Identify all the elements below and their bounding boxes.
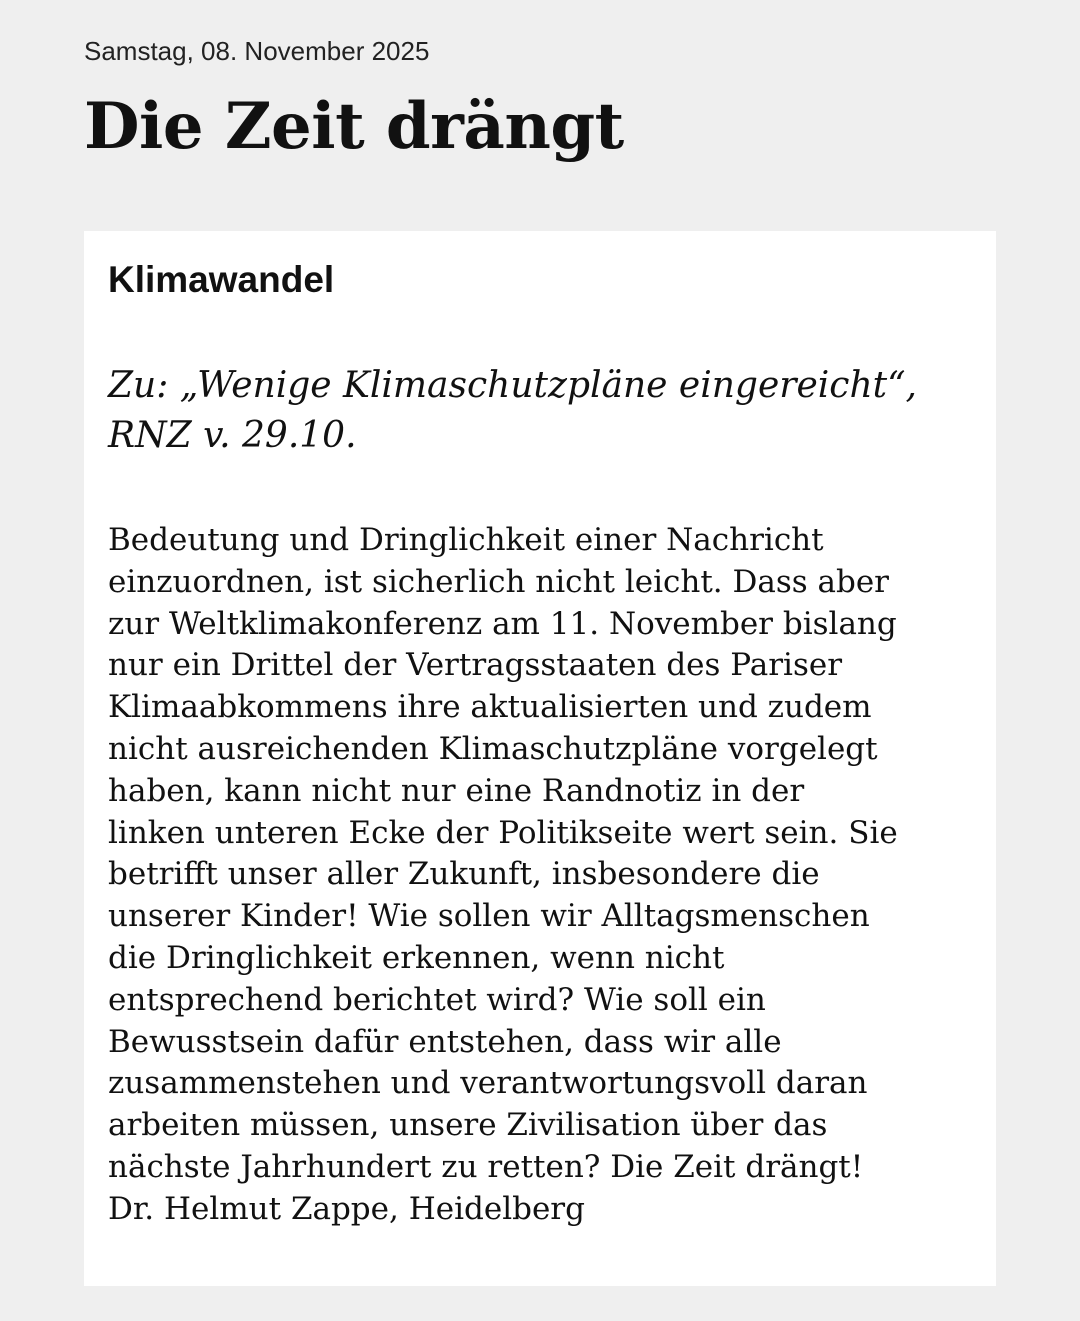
reference-line: Zu: „Wenige Klimaschutzpläne eingereicht“,	[108, 365, 917, 406]
article-reference	[108, 361, 988, 461]
body-line: Klimaabkommens ihre aktualisierten und zudem	[108, 689, 872, 726]
body-line: entsprechend berichtet wird? Wie soll ein	[108, 981, 766, 1018]
body-line: linken unteren Ecke der Politikseite wert sein. Sie	[108, 814, 898, 851]
article-headline: Die Zeit drängt	[84, 89, 624, 164]
section-title: Klimawandel	[108, 259, 335, 300]
author-signature: Dr. Helmut Zappe, Heidelberg	[108, 1190, 585, 1227]
reference-line: RNZ v. 29.10.	[108, 415, 357, 456]
article-card	[84, 231, 996, 1286]
body-line: zusammenstehen und verantwortungsvoll daran	[108, 1065, 868, 1102]
body-line: arbeiten müssen, unsere Zivilisation über das	[108, 1107, 828, 1144]
body-line: nur ein Drittel der Vertragsstaaten des Pariser	[108, 647, 843, 684]
article-date: Samstag, 08. November 2025	[84, 36, 430, 66]
body-line: haben, kann nicht nur eine Randnotiz in der	[108, 772, 805, 809]
body-line: Bewusstsein dafür entstehen, dass wir alle	[108, 1023, 782, 1060]
body-line: unserer Kinder! Wie sollen wir Alltagsmenschen	[108, 898, 870, 935]
body-line: Bedeutung und Dringlichkeit einer Nachricht	[108, 522, 824, 558]
body-line: nicht ausreichenden Klimaschutzpläne vorgelegt	[108, 730, 878, 767]
body-line: betrifft unser aller Zukunft, insbesondere die	[108, 856, 820, 893]
body-line: zur Weltklimakonferenz am 11. November bislang	[108, 605, 897, 642]
body-line: nächste Jahrhundert zu retten? Die Zeit drängt!	[108, 1148, 864, 1185]
article-body	[108, 520, 988, 1231]
body-line: die Dringlichkeit erkennen, wenn nicht	[108, 939, 725, 976]
body-line: einzuordnen, ist sicherlich nicht leicht. Dass aber	[108, 563, 889, 600]
